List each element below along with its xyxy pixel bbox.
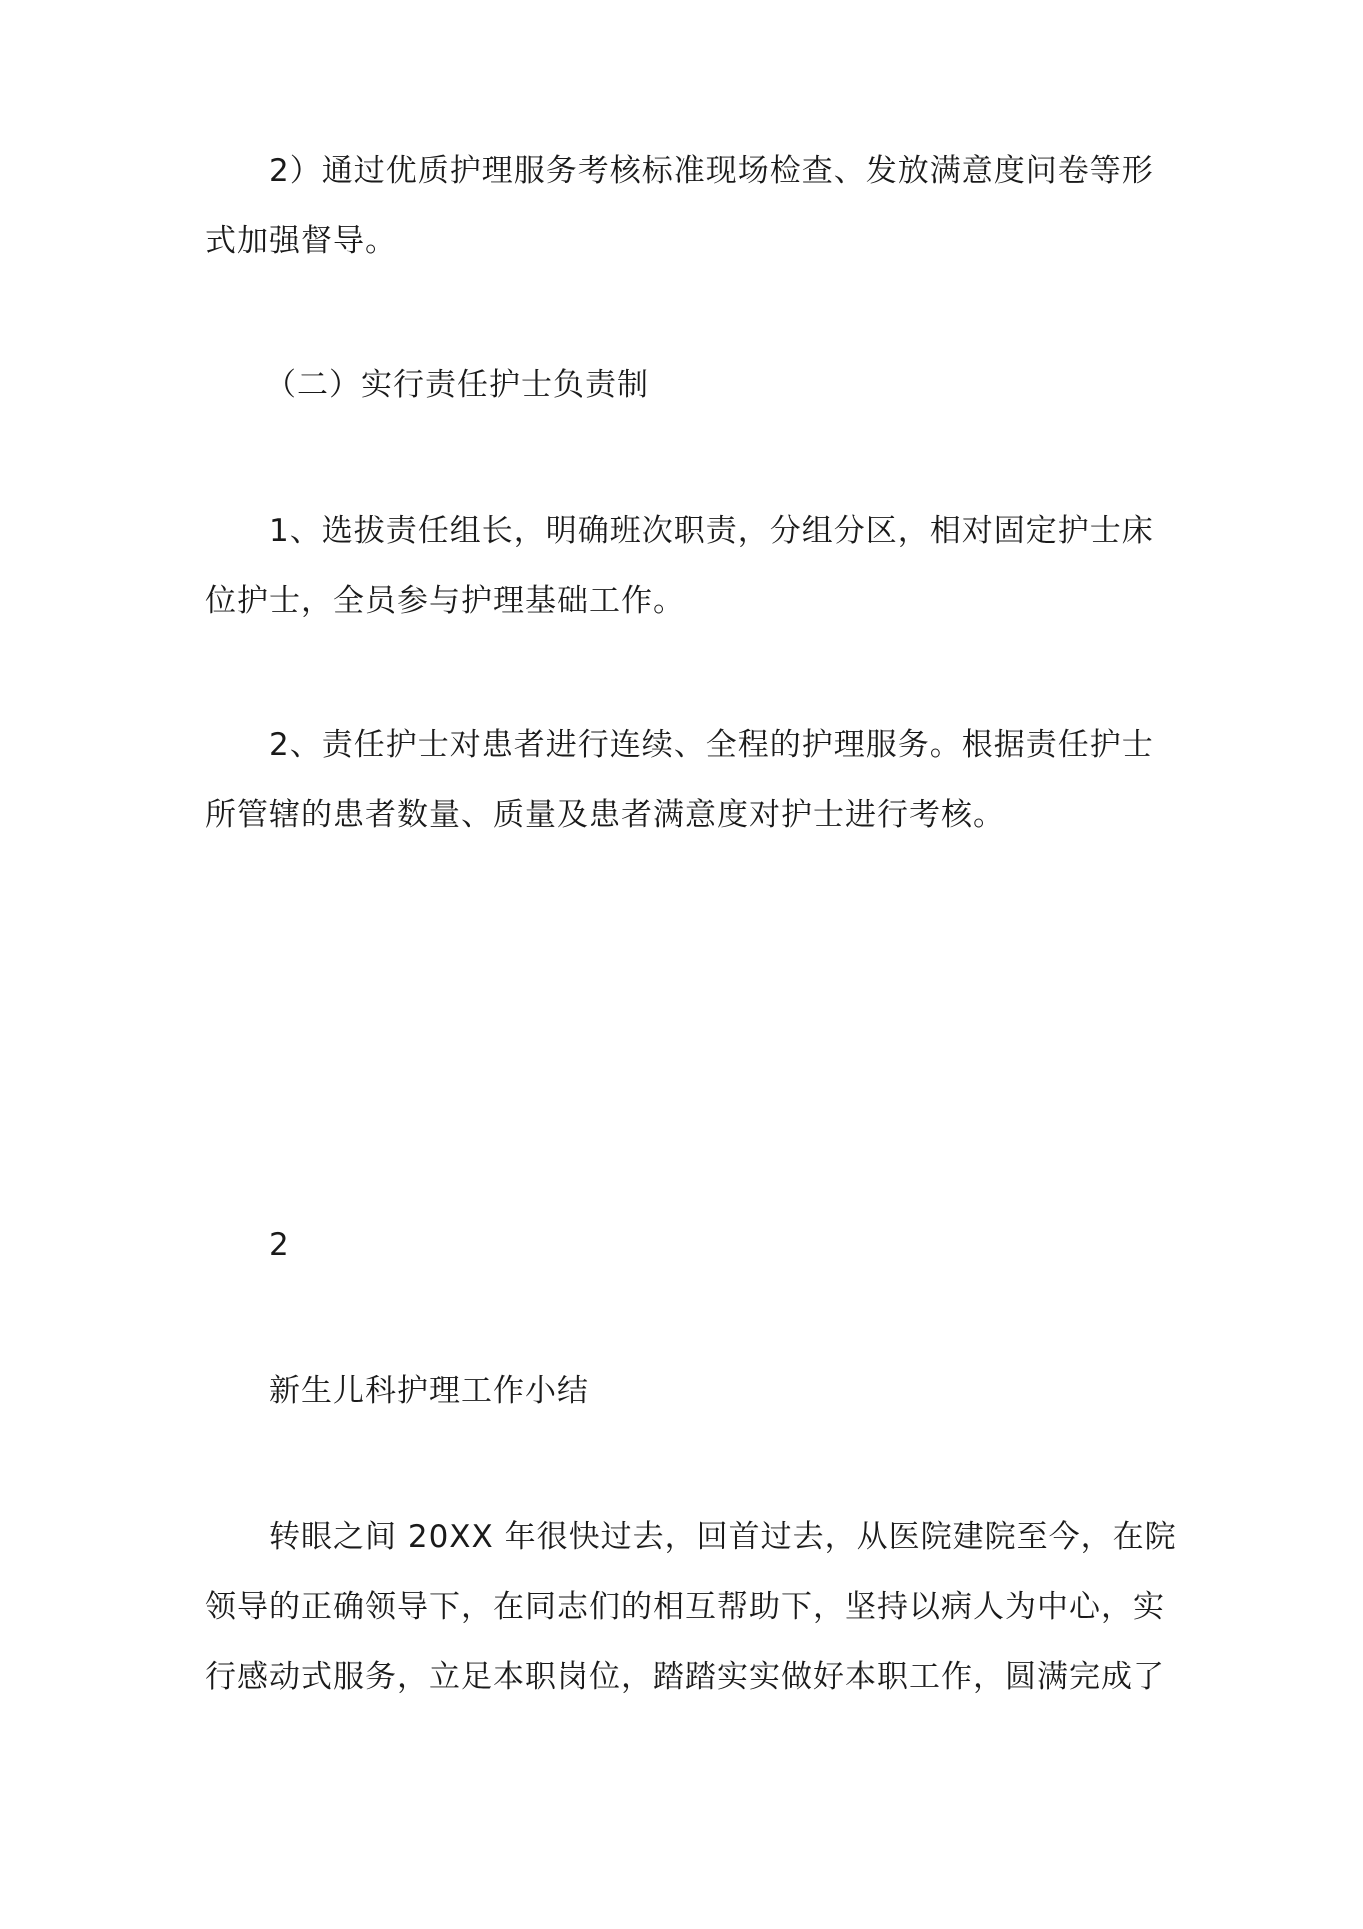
text-line: （二）实行责任护士负责制: [265, 367, 649, 403]
paragraph-item-1: [205, 496, 1170, 636]
document-title: [205, 1356, 1170, 1426]
text-line: 2、责任护士对患者进行连续、全程的护理服务。根据责任护士: [269, 727, 1154, 763]
section-heading: [205, 350, 1170, 420]
paragraph-summary: [205, 1502, 1177, 1712]
text-line: 所管辖的患者数量、质量及患者满意度对护士进行考核。: [205, 797, 1005, 833]
page-number: [205, 1210, 1170, 1280]
text-line: 式加强督导。: [205, 223, 397, 259]
text-line: 行感动式服务，立足本职岗位，踏踏实实做好本职工作，圆满完成了: [205, 1659, 1165, 1695]
paragraph-supervision: [205, 136, 1170, 276]
text-line: 位护士，全员参与护理基础工作。: [205, 583, 685, 619]
text-line: 2）通过优质护理服务考核标准现场检查、发放满意度问卷等形: [269, 153, 1154, 189]
text-line: 转眼之间 20XX 年很快过去，回首过去，从医院建院至今，在院: [269, 1519, 1177, 1555]
text-line: 领导的正确领导下，在同志们的相互帮助下，坚持以病人为中心，实: [205, 1589, 1165, 1625]
text-line: 新生儿科护理工作小结: [269, 1373, 589, 1409]
text-line: 2: [269, 1227, 290, 1263]
text-line: 1、选拔责任组长，明确班次职责，分组分区，相对固定护士床: [269, 513, 1154, 549]
paragraph-item-2: [205, 710, 1170, 850]
